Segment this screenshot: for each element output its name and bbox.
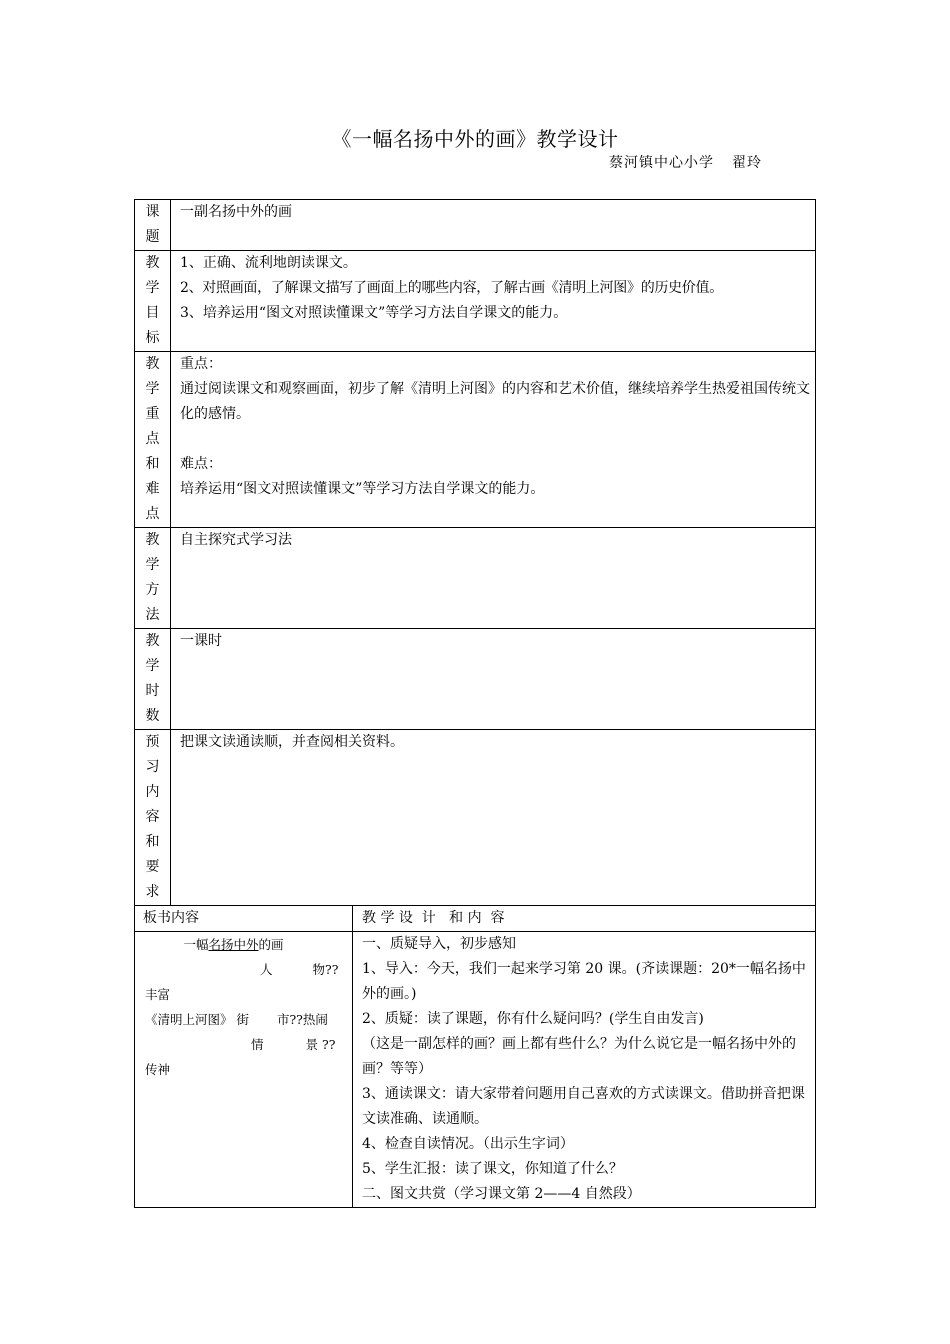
- author-name: 翟玲: [732, 155, 762, 171]
- board-title: 一幅名扬中外的画: [183, 937, 284, 952]
- board-line: 人 物??: [260, 962, 339, 977]
- design-line: 4、检查自读情况。（出示生字词）: [362, 1136, 574, 1152]
- board-content: [135, 932, 353, 1208]
- method-content: 自主探究式学习法: [171, 528, 816, 629]
- design-header: 教 学 设 计 和 内 容: [353, 906, 816, 932]
- key-heading: 重点：: [180, 356, 222, 372]
- design-line: 5、学生汇报：读了课文，你知道了什么？: [362, 1161, 623, 1177]
- design-line: 二、图文共赏（学习课文第 2——4 自然段）: [362, 1186, 641, 1202]
- goals-label: 教 学 目 标: [135, 251, 171, 352]
- author-line: [609, 152, 762, 172]
- hours-row: [135, 629, 816, 730]
- key-points-label: 教 学 重 点 和 难 点: [135, 352, 171, 528]
- board-header: 板书内容: [135, 906, 353, 932]
- design-line: 1、导入：今天，我们一起来学习第 20 课。(齐读课题：20*一幅名扬中外的画。): [362, 961, 806, 1002]
- lesson-plan-table: [134, 199, 816, 1208]
- document-title: 《一幅名扬中外的画》教学设计: [331, 127, 619, 151]
- board-line: 《清明上河图》 街 市??热闹: [145, 1012, 328, 1027]
- author-school: 蔡河镇中心小学: [609, 155, 714, 171]
- difficult-heading: 难点：: [180, 456, 222, 472]
- board-line: 丰富: [145, 987, 171, 1002]
- lower-content-row: [135, 932, 816, 1208]
- goal-item: 3、培养运用“图文对照读懂课文”等学习方法自学课文的能力。: [180, 305, 568, 321]
- preview-row: [135, 730, 816, 906]
- key-text: 通过阅读课文和观察画面，初步了解《清明上河图》的内容和艺术价值，继续培养学生热爱祖国传统文化的感情。: [180, 381, 810, 422]
- goal-item: 2、对照画面，了解课文描写了画面上的哪些内容，了解古画《清明上河图》的历史价值。: [180, 280, 723, 296]
- topic-row: [135, 200, 816, 251]
- method-row: [135, 528, 816, 629]
- board-line: 情 景 ??: [251, 1037, 336, 1052]
- key-points-content: [171, 352, 816, 528]
- design-line: 3、通读课文：请大家带着问题用自己喜欢的方式读课文。借助拼音把课文读准确、读通顺。: [362, 1086, 805, 1127]
- board-line: 传神: [145, 1062, 171, 1077]
- design-line: 一、质疑导入，初步感知: [362, 936, 516, 952]
- design-line: （这是一副怎样的画？画上都有些什么？为什么说它是一幅名扬中外的画？等等）: [362, 1036, 796, 1077]
- key-points-row: [135, 352, 816, 528]
- design-content: [353, 932, 816, 1208]
- hours-content: 一课时: [171, 629, 816, 730]
- hours-label: 教 学 时 数: [135, 629, 171, 730]
- difficult-text: 培养运用“图文对照读懂课文”等学习方法自学课文的能力。: [180, 481, 545, 497]
- goal-item: 1、正确、流利地朗读课文。: [180, 255, 357, 271]
- lower-header-row: [135, 906, 816, 932]
- preview-content: 把课文读通读顺，并查阅相关资料。: [171, 730, 816, 906]
- topic-content: 一副名扬中外的画: [171, 200, 816, 251]
- preview-label: 预 习 内 容 和 要 求: [135, 730, 171, 906]
- topic-label: 课 题: [135, 200, 171, 251]
- goals-content: [171, 251, 816, 352]
- goals-row: [135, 251, 816, 352]
- design-line: 2、质疑：读了课题，你有什么疑问吗？(学生自由发言): [362, 1011, 704, 1027]
- method-label: 教 学 方 法: [135, 528, 171, 629]
